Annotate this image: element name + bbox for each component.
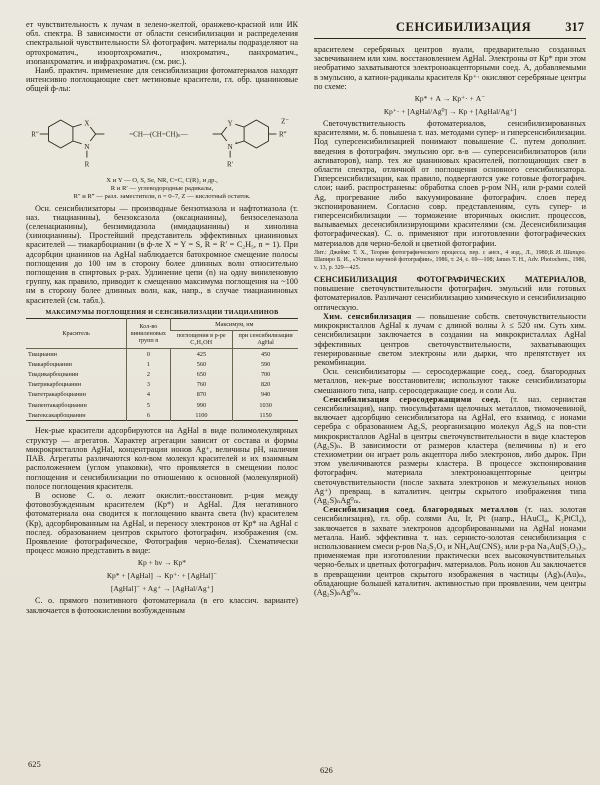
caption-line: R″ и R‴ — разл. заместители, n = 0–7, Z — кислотный остаток. bbox=[73, 192, 251, 200]
cell-dye: Тиатрикарбоцианин bbox=[28, 381, 82, 389]
paragraph-continuation: ет чувствительность к лучам в зелено-желтой, оранжево-красной или ИК обл. спектра. В зависимости от области сенсибилизации и распределения спектральной чувствительности Sλ фотографич. материалы подразделяют на ортохроматич., изоортохроматич., изохроматич., панхроматич., изопанхроматич. и инфрахроматич. (см. рис.). bbox=[26, 20, 298, 66]
cell-n: 1 bbox=[127, 359, 171, 369]
cell-sensitization: 700 bbox=[233, 369, 298, 379]
paragraph-text: — повышение собств. светочувствительности микрокристаллов AgHal к лучам с длиной волны λ ≤ 520 нм. Суть хим. сенсибилизации заключается в создании на микрокристаллах AgHal эффективных центров светочувствительности, захватывающих генерированные светом электроны или дырки, что препятствует их рекомбинации. bbox=[314, 311, 586, 367]
table-header bbox=[26, 319, 298, 349]
paragraph: Осн. сенсибилизаторы — производные бензотиазола и нафтотиазола (т. наз. тиацианины), бензоксазола (оксацианины), бензоселеназола (селенацианины), бензимидазола (имидацианины) и хинолина (хиноцианины). Простейший представитель эффективных цианиновых красителей — тиакарбоцианин (в ф-ле X = Y = S, R = R′ = C₂H₅, n = 1). При адсорбции цианинов на AgHal наблюдается батохромное смещение полосы поглощения до 100 нм в сторону более длинных волн относительно поглощения в спиртовых р-рах. Удлинение цепи (n) на одну виниленовую группу, как правило, приводит к смещению максимума поглощения на ~100 нм в сторону более длинных волн, как, напр., в случае тиацианиновых красителей (см. табл.). bbox=[26, 203, 298, 305]
cell-absorption: 1100 bbox=[170, 410, 233, 421]
substituent-r3-label: R‴ bbox=[279, 130, 287, 139]
cell-dye: Тиадикарбоцианин bbox=[28, 370, 79, 378]
thiacyanine-table-block bbox=[26, 309, 298, 422]
article-term: СЕНСИБИЛИЗАЦИЯ ФОТОГРАФИЧЕСКИХ МАТЕРИАЛОВ bbox=[314, 275, 584, 285]
run-in-heading-chemical: Хим. сенсибилизация bbox=[323, 311, 412, 321]
substituent-r-label: R bbox=[84, 159, 90, 168]
column-header-n: Кол-во виниленовых групп n bbox=[127, 319, 171, 349]
page-header bbox=[314, 20, 586, 39]
paragraph: Осн. сенсибилизаторы — серосодержащие соед., соед. благородных металлов, нек-рые восстановители; используют также сенсибилизаторы смешанного типа, напр. серосодержащие соед. и соли Au. bbox=[314, 367, 586, 395]
heteroatom-x-label: X bbox=[84, 118, 90, 127]
nitrogen-left-label: N bbox=[84, 142, 90, 151]
cell-absorption: 425 bbox=[170, 349, 233, 360]
page-number: 317 bbox=[565, 20, 584, 34]
table-row bbox=[26, 380, 298, 390]
column-header-absorption: поглощения в р-ре C₂H₅OH bbox=[170, 330, 233, 348]
plus-charge-label: + bbox=[234, 140, 238, 147]
cell-n: 6 bbox=[127, 410, 171, 421]
table-row bbox=[26, 410, 298, 421]
paragraph: Нек-рые красители адсорбируются на AgHal в виде полимолекулярных структур — агрегатов. Характер агрегации зависит от состава и формы микрокристаллов AgHal, концентрации ионов Ag⁺, величины pH, наличия ПАВ. Агрегаты различаются кол-вом молекул красителей и их взаимным расположением (углом упаковки), что проявляется в смещении полос поглощения и сенсибилизации по отношению к основной (молекулярной) полосе поглощения красителя. bbox=[26, 426, 298, 491]
paragraph: Светочувствительность фотоматериалов, сенсибилизированных красителями, м. б. повышена т. наз. методами супер- и гиперсенсибилизации. Под суперсенсибилизацией понимают повышение С. путем дополнит. введения в фотографич. эмульсию орг. в-в — суперсенсибилизаторов (или активаторов), напр. тех же цианиновых красителей, поглощающих свет в области спектра, отличной от поглощения основного сенсибилизатора. Гиперсенсибилизации, как правило, подвергаются уже готовые фотографич. слои; наиб. распространены: обработка слоев р-ром NH₃ или р-рами солей Ag, прогревание либо вакуумирование фотографич. слоев перед экспонированием. Согласно совр. представлениям, суть супер- и гиперсенсибилизации — торможение вторичных окислит. процессов, вызываемых десенсибилизирующими красителями (см. Десенсибилизация фотографическая). С. о. применяют при изготовлении фотографических материалов для черно-белой и цветной фотографии. bbox=[314, 119, 586, 248]
cell-sensitization: 1030 bbox=[233, 400, 298, 410]
paragraph bbox=[314, 312, 586, 367]
table-body bbox=[26, 349, 298, 421]
table-row bbox=[26, 369, 298, 379]
cell-sensitization: 820 bbox=[233, 380, 298, 390]
paragraph bbox=[314, 395, 586, 505]
reaction-formula: Кр* + А → Кр⁺· + А⁻ bbox=[414, 94, 486, 104]
table-row bbox=[26, 400, 298, 410]
article-lead-text: , повышение светочувствительности фотографич. эмульсий или готовых фотоматериалов. Различают сенсибилизацию химическую и сенсибилизацию оптическую. bbox=[314, 275, 586, 312]
table-header-row bbox=[26, 319, 298, 330]
column-header-dye: Краситель bbox=[26, 319, 127, 349]
right-column bbox=[314, 20, 586, 615]
cell-dye: Тиатетракарбоцианин bbox=[28, 391, 86, 399]
cell-dye: Тиацианин bbox=[28, 350, 57, 358]
paragraph: С. о. прямого позитивного фотоматериала (в его классич. варианте) заключается в фотоокислении возбужденным bbox=[26, 596, 298, 615]
cyanine-structure-diagram bbox=[31, 97, 293, 171]
literature-reference bbox=[314, 250, 586, 272]
cell-n: 4 bbox=[127, 390, 171, 400]
run-in-heading-noble-metals: Сенсибилизация соед. благородных металлов bbox=[323, 505, 519, 515]
column-header-max: Максимум, нм bbox=[170, 319, 298, 330]
substituent-r1-label: R′ bbox=[227, 159, 234, 168]
polymethine-chain-label: =CH—(CH=CH)ₙ— bbox=[129, 130, 188, 139]
paragraph: В основе С. о. лежит окислит.-восстановит. р-ция между фотовозбужденным красителем (Кр*) и AgHal. Для негативного фотоматериала она сводится к поглощению кванта света (hν) красителем (Кр), адсорбированным на AgHal, и переносу электронов от Кр* на AgHal с послед. образованием центров скрытого фотографич. изображения (см. Проявление фотографическое, Фотография черно-белая). Схематически процесс можно представить в виде: bbox=[26, 490, 298, 556]
structure-caption bbox=[34, 177, 290, 201]
author-signature: Б. И. Шапиро. bbox=[549, 249, 586, 256]
cell-sensitization: 1150 bbox=[233, 410, 298, 421]
cell-dye: Тиагексакарбоцианин bbox=[28, 411, 86, 419]
reaction-formula: [AgHal]⁻ + Ag⁺ → [AgHal/Ag⁺] bbox=[110, 584, 214, 594]
caption-line: X и Y — O, S, Se, NR, C=C, C(R)₂ и др., bbox=[106, 176, 218, 184]
caption-line: R и R′ — углеводородные радикалы, bbox=[110, 184, 214, 192]
reaction-formula: Кр⁺· + [AgHal/Ag⁰] → Кр + [AgHal/Ag⁺] bbox=[383, 107, 517, 117]
cell-dye: Тиапентакарбоцианин bbox=[28, 401, 87, 409]
cell-sensitization: 590 bbox=[233, 359, 298, 369]
table-row bbox=[26, 390, 298, 400]
running-head-title: СЕНСИБИЛИЗАЦИЯ bbox=[395, 20, 532, 34]
cell-sensitization: 450 bbox=[233, 349, 298, 360]
reaction-formula: Кр* + [AgHal] → Кр⁺· + [AgHal]⁻ bbox=[106, 571, 218, 581]
left-column bbox=[26, 20, 298, 615]
literature-text: Лит.: Джеймс Т. Х., Теория фотографического процесса, пер. с англ., 4 изд., Л., 1980; Шапиро Б. И., «Успехи научной фотографии», 1986, т. 24, с. 69—108; James T. H., Adv. Photochem., 1986, v. 13, p. 329—425. bbox=[314, 249, 586, 271]
cell-absorption: 760 bbox=[170, 380, 233, 390]
cell-n: 2 bbox=[127, 369, 171, 379]
reaction-formula: Кр + hν → Кр* bbox=[137, 558, 187, 568]
table-row bbox=[26, 349, 298, 360]
cyanine-structure-figure bbox=[26, 97, 298, 176]
paragraph-text: (т. наз. сернистая сенсибилизация), напр. тиосульфатами щелочных металлов, тиомочевиной, включает адсорбцию сенсибилизатора на AgHal, его взаимод. с ионами серебра с образованием Ag₂S, реорганизацию молекул Ag₂S на пов-сти микрокристаллов AgHal в центры светочувствительности в виде кластеров (Ag₂S)ₙ. В зависимости от размеров кластера (величины n) и его стехиометрии он играет роль акцептора либо электронов, либо дырок. При этом увеличиваются размеры кластера. В процессе экспонирования фотографич. материала электроноакцепторные центры светочувствительности (после захвата электронов и межузельных ионов Ag⁺) превращ. в каталитич. центры скрытого изображения типа (Ag₂S)ₙAg⁰ₘ. bbox=[314, 394, 586, 505]
column-header-sensitization: при сенсибилизации AgHal bbox=[233, 330, 298, 348]
counterion-z-label: Z⁻ bbox=[281, 117, 290, 126]
cell-sensitization: 940 bbox=[233, 390, 298, 400]
paragraph-text: (т. наз. золотая сенсибилизация), гл. обр. солями Au, Ir, Pt (напр., HAuCl₄, K₂PtCl₄), заключается в захвате электронов адсорбированными на AgHal ионами металла. Наиб. эффективна т. наз. сернисто-золотая сенсибилизация с использованием смеси р-ров Na₂S₂O₃ и NH₄Au(CNS)₂ или р-ра Na₃Au(S₂O₃)₂, применяемая при изготовлении практически всех высокочувствительных черно-белых и цветных фотографич. материалов. Роль ионов Au заключается в превращении центров скрытого изображения в частицы (Ag)ₙ(Au)ₘ, обладающие большей каталитич. активностью при проявлении, чем центры (Ag₂S)ₙAg⁰ₘ. bbox=[314, 505, 586, 597]
thiacyanine-table bbox=[26, 318, 298, 421]
article-sensibilization-photomaterials bbox=[314, 275, 586, 312]
cell-absorption: 870 bbox=[170, 390, 233, 400]
table-row bbox=[26, 359, 298, 369]
paragraph bbox=[314, 505, 586, 597]
run-in-heading-sulfur: Сенсибилизация серосодержащими соед. bbox=[323, 394, 501, 404]
cell-n: 3 bbox=[127, 380, 171, 390]
cell-dye: Тиакарбоцианин bbox=[28, 360, 72, 368]
heteroatom-y-label: Y bbox=[227, 118, 233, 127]
paragraph: Наиб. практич. применение для сенсибилизации фотоматериалов находят интенсивно поглощающие свет метиновые красители, гл. обр. цианиновые общей ф-лы: bbox=[26, 66, 298, 94]
cell-n: 5 bbox=[127, 400, 171, 410]
cell-absorption: 560 bbox=[170, 359, 233, 369]
column-number-right: 626 bbox=[320, 765, 333, 775]
substituent-r2-label: R″ bbox=[31, 130, 39, 139]
column-number-left: 625 bbox=[28, 759, 41, 769]
nitrogen-right-label: N bbox=[227, 142, 233, 151]
paragraph-continuation: красителем серебряных центров вуали, предварительно созданных засвечиванием или хим. восстановлением AgHal. Электроны от Кр* при этом необратимо захватываются электроноакцепторными соед. А, добавляемыми в эмульсию, а катион-радикалы красителя Кр⁺· окисляют серебряные центры по схеме: bbox=[314, 45, 586, 91]
table-title: МАКСИМУМЫ ПОГЛОЩЕНИЯ И СЕНСИБИЛИЗАЦИИ ТИАЦИАНИНОВ bbox=[45, 308, 279, 316]
cell-absorption: 990 bbox=[170, 400, 233, 410]
cell-absorption: 650 bbox=[170, 369, 233, 379]
cell-n: 0 bbox=[127, 349, 171, 360]
